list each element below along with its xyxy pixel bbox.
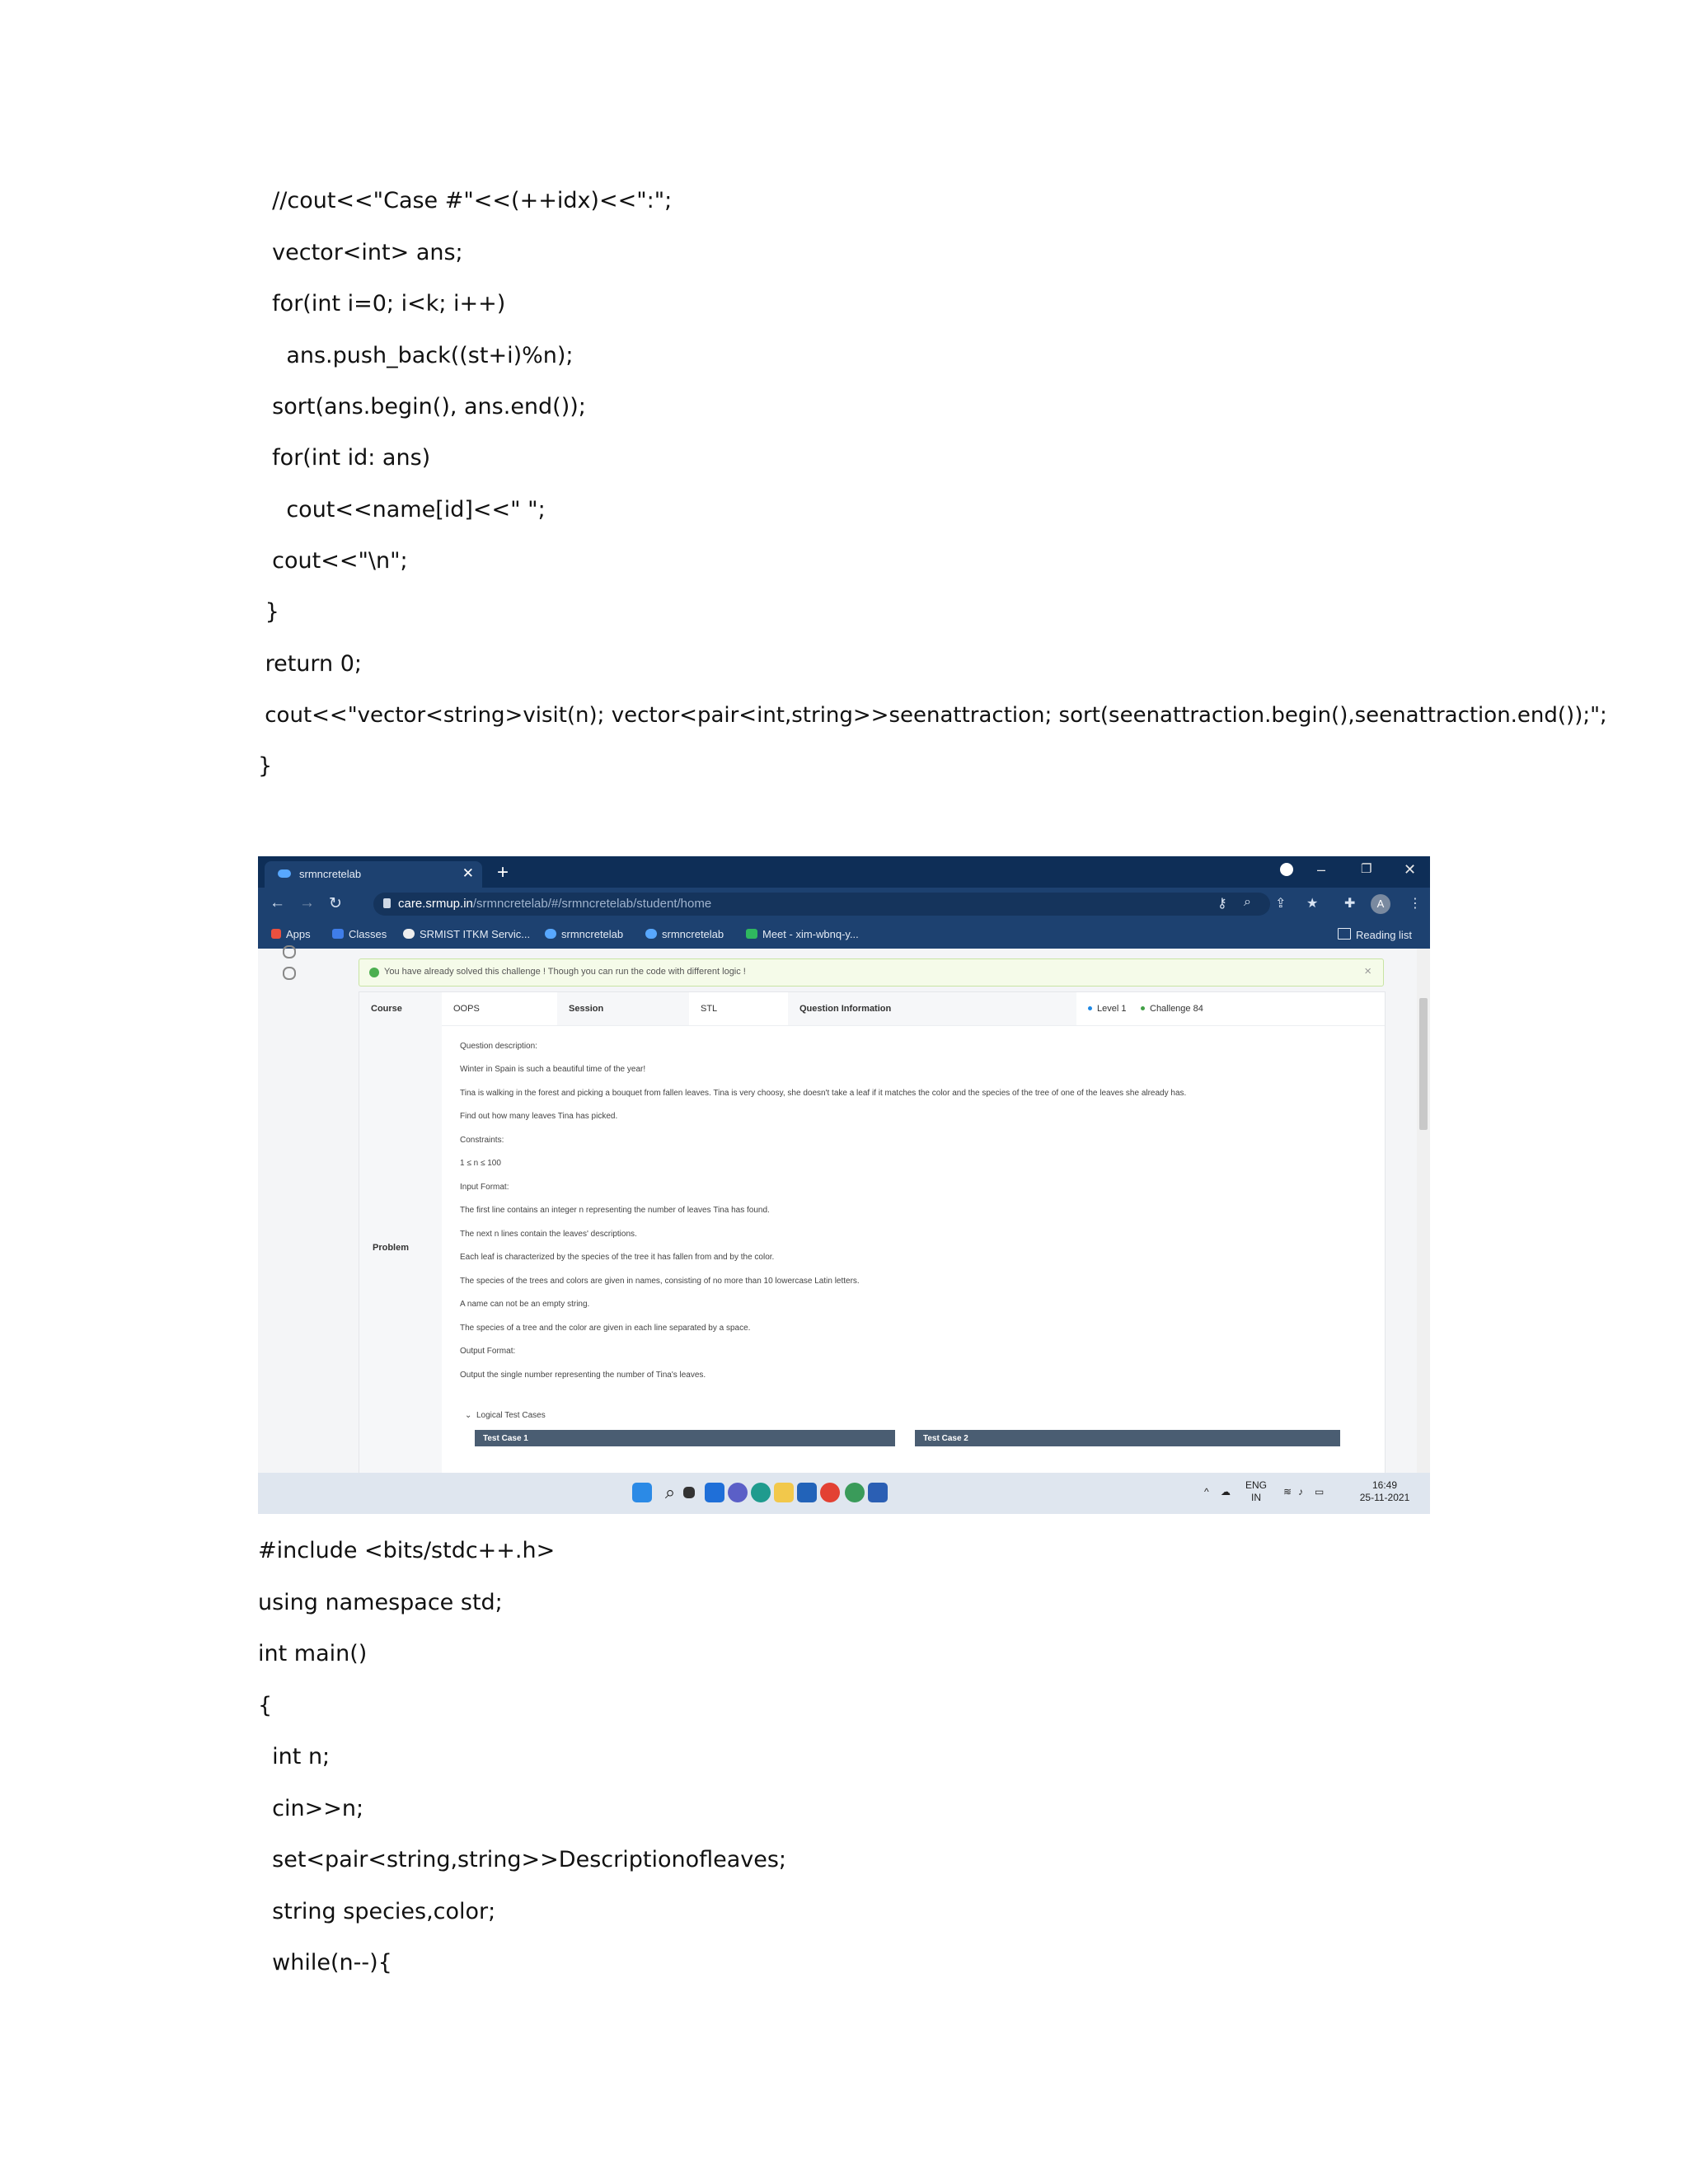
file-explorer-icon[interactable] <box>774 1483 794 1502</box>
close-window-icon[interactable]: ✕ <box>1404 861 1417 878</box>
word-icon[interactable] <box>868 1483 888 1502</box>
forward-icon[interactable]: → <box>299 894 315 912</box>
code-line: ans.push_back((st+i)%n); <box>258 343 574 368</box>
language-indicator[interactable]: ENG IN <box>1245 1479 1267 1503</box>
widgets-icon[interactable] <box>705 1483 724 1502</box>
test-case-1-tab[interactable]: Test Case 1 <box>475 1430 895 1446</box>
cloud-icon <box>545 929 556 939</box>
close-notice-icon[interactable]: × <box>1364 964 1372 978</box>
code-line: for(int i=0; i<k; i++) <box>258 291 506 316</box>
code-line: set<pair<string,string>>Descriptionofleaves; <box>258 1847 787 1872</box>
battery-icon[interactable]: ▭ <box>1315 1486 1325 1497</box>
test-case-2-tab[interactable]: Test Case 2 <box>915 1430 1340 1446</box>
scrollbar[interactable] <box>1417 949 1430 1473</box>
question-line: Output the single number representing the number of Tina's leaves. <box>460 1371 706 1380</box>
bookmark-srmncretelab-1[interactable]: srmncretelab <box>545 928 623 940</box>
settings-icon[interactable] <box>283 967 296 980</box>
notice-text: You have already solved this challenge ! Though you can run the code with different logic ! <box>384 967 746 977</box>
minimize-icon[interactable]: – <box>1317 861 1326 878</box>
challenge-dot-icon <box>1141 1006 1145 1010</box>
clock[interactable]: 16:49 25-11-2021 <box>1359 1479 1410 1503</box>
new-tab-button[interactable]: + <box>497 861 509 883</box>
code-line: int main() <box>258 1641 368 1666</box>
code-line: } <box>258 599 279 625</box>
code-line: { <box>258 1693 273 1718</box>
bookmarks-bar <box>258 921 1430 949</box>
question-line: 1 ≤ n ≤ 100 <box>460 1159 501 1168</box>
extensions-icon[interactable]: ✚ <box>1344 897 1356 911</box>
meet-icon <box>746 929 757 939</box>
apps-icon <box>271 929 281 939</box>
code-line: sort(ans.begin(), ans.end()); <box>258 394 586 419</box>
windows-taskbar <box>258 1473 1430 1514</box>
solved-notice <box>359 958 1384 987</box>
url-field[interactable] <box>373 893 1270 916</box>
back-icon[interactable]: ← <box>270 894 285 912</box>
question-line: Tina is walking in the forest and picking a bouquet from fallen leaves. Tina is very choosy, she doesn't take a leaf if it matches the color and the species of the tree of one of the leaves she already has. <box>460 1089 1187 1098</box>
test-cases-toggle[interactable]: ⌄ Logical Test Cases <box>465 1411 546 1420</box>
course-label: Course <box>371 1004 402 1014</box>
question-line: Constraints: <box>460 1136 504 1145</box>
left-sidebar <box>258 949 317 1473</box>
code-line: #include <bits/stdc++.h> <box>258 1538 556 1563</box>
question-line: A name can not be an empty string. <box>460 1300 590 1309</box>
avatar[interactable]: A <box>1371 894 1390 914</box>
code-line: while(n--){ <box>258 1950 392 1975</box>
cloud-icon <box>278 869 291 878</box>
chrome-icon[interactable] <box>820 1483 840 1502</box>
url-path: /srmncretelab/#/srmncretelab/student/home <box>472 897 712 911</box>
edge-icon[interactable] <box>751 1483 771 1502</box>
level-dot-icon <box>1088 1006 1092 1010</box>
code-line: } <box>258 753 273 779</box>
question-line: Question description: <box>460 1042 537 1051</box>
code-line: vector<int> ans; <box>258 240 463 265</box>
code-line: cout<<"vector<string>visit(n); vector<pair<int,string>>seenattraction; sort(seenattraction.begin(),seenattraction.end());"; <box>258 703 1607 728</box>
chevron-down-icon: ⌄ <box>465 1411 472 1420</box>
challenge-badge: Challenge 84 <box>1141 1004 1203 1014</box>
info-header <box>359 992 1385 1026</box>
bookmark-meet[interactable]: Meet - xim-wbnq-y... <box>746 928 859 940</box>
reading-list-icon <box>1338 928 1351 940</box>
level-badge: Level 1 <box>1088 1004 1126 1014</box>
session-label: Session <box>569 1004 604 1014</box>
code-line: return 0; <box>258 651 362 677</box>
cloud-icon <box>645 929 657 939</box>
bookmark-srmist[interactable]: SRMIST ITKM Servic... <box>403 928 530 940</box>
address-bar-row <box>258 888 1430 921</box>
code-line: cin>>n; <box>258 1796 364 1821</box>
globe-icon <box>403 929 415 939</box>
classes-icon <box>332 929 344 939</box>
bookmark-srmncretelab-2[interactable]: srmncretelab <box>645 928 724 940</box>
restore-icon[interactable]: ❐ <box>1361 862 1372 876</box>
question-line: The next n lines contain the leaves' descriptions. <box>460 1230 637 1239</box>
lock-icon <box>383 898 391 908</box>
session-value: STL <box>701 1004 718 1014</box>
question-line: Each leaf is characterized by the species of the tree it has fallen from and by the color. <box>460 1253 775 1262</box>
chat-icon[interactable] <box>728 1483 748 1502</box>
tab-title: srmncretelab <box>299 868 362 880</box>
chrome-profile-icon[interactable] <box>845 1483 865 1502</box>
scrollbar-thumb[interactable] <box>1419 998 1428 1130</box>
reading-list[interactable]: Reading list <box>1338 928 1412 941</box>
star-icon[interactable]: ★ <box>1306 897 1319 911</box>
code-line: //cout<<"Case #"<<(++idx)<<":"; <box>258 188 673 213</box>
zoom-icon[interactable]: ⌕ <box>1244 895 1251 909</box>
start-icon[interactable] <box>632 1483 652 1502</box>
question-line: The species of a tree and the color are given in each line separated by a space. <box>460 1324 751 1333</box>
close-tab-icon[interactable]: ✕ <box>462 865 474 881</box>
code-line: int n; <box>258 1744 331 1769</box>
browser-screenshot <box>258 856 1430 1514</box>
reload-icon[interactable]: ↻ <box>329 895 342 912</box>
code-line: for(int id: ans) <box>258 445 431 471</box>
search-icon[interactable]: ⌕ <box>664 1482 676 1502</box>
tab-bar <box>258 856 1430 888</box>
task-view-icon[interactable] <box>683 1487 695 1498</box>
question-info-label: Question Information <box>799 1004 892 1014</box>
question-line: The species of the trees and colors are given in names, consisting of no more than 10 lowercase Latin letters. <box>460 1277 860 1286</box>
profile-menu-icon[interactable] <box>1280 863 1293 876</box>
question-line: The first line contains an integer n representing the number of leaves Tina has found. <box>460 1206 770 1215</box>
code-line: cout<<name[id]<<" "; <box>258 497 546 523</box>
browser-tab[interactable] <box>265 861 482 888</box>
check-icon <box>369 968 379 977</box>
share-icon[interactable]: ⇪ <box>1275 897 1287 911</box>
bookmark-apps[interactable]: Apps <box>271 928 311 940</box>
store-icon[interactable] <box>797 1483 817 1502</box>
question-line: Output Format: <box>460 1347 516 1356</box>
code-line: string species,color; <box>258 1899 496 1924</box>
course-value: OOPS <box>453 1004 480 1014</box>
volume-icon[interactable]: ♪ <box>1298 1486 1303 1497</box>
url-host: care.srmup.in <box>398 897 473 911</box>
question-line: Input Format: <box>460 1183 509 1192</box>
menu-icon[interactable]: ⋮ <box>1409 897 1422 911</box>
question-card <box>359 991 1386 1474</box>
page-content <box>258 949 1430 1473</box>
help-icon[interactable] <box>283 945 296 958</box>
wifi-icon[interactable]: ≋ <box>1283 1486 1292 1497</box>
key-icon[interactable]: ⚷ <box>1217 897 1227 911</box>
code-line: cout<<"\n"; <box>258 548 408 574</box>
question-line: Find out how many leaves Tina has picked. <box>460 1112 618 1121</box>
question-line: Winter in Spain is such a beautiful time of the year! <box>460 1065 646 1074</box>
problem-label-column <box>359 1025 442 1474</box>
problem-label: Problem <box>373 1243 410 1253</box>
onedrive-icon[interactable]: ☁ <box>1221 1486 1231 1497</box>
bookmark-classes[interactable]: Classes <box>332 928 387 940</box>
code-line: using namespace std; <box>258 1590 503 1615</box>
tray-chevron-icon[interactable]: ^ <box>1204 1486 1209 1497</box>
